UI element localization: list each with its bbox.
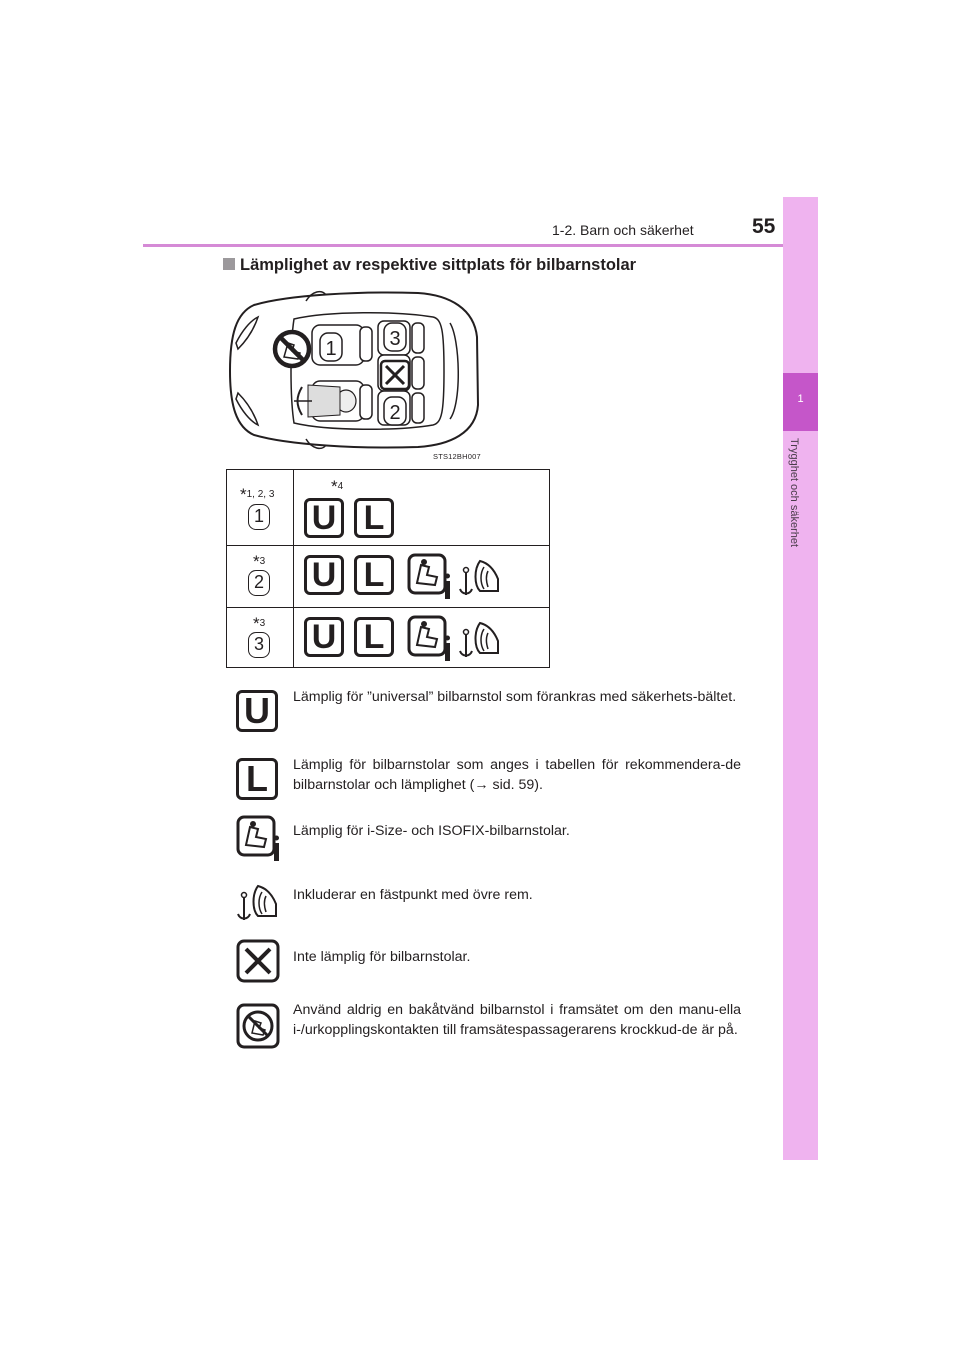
- seat-badge-3: 3: [389, 328, 401, 350]
- legend-text: Använd aldrig en bakåtvänd bilbarnstol i framsätet om den manu-ella i-/urkopplingskontakten till framsätespassagerarens krockkud-de är på.: [293, 1002, 741, 1038]
- seat-number: 2: [248, 570, 270, 596]
- chapter-label: Trygghet och säkerhet: [788, 438, 800, 548]
- legend-tether: [236, 886, 756, 936]
- seat-cell: [227, 470, 293, 545]
- seat-badge-1: 1: [325, 338, 337, 360]
- page-number: 55: [752, 215, 776, 238]
- chapter-number: 1: [783, 373, 818, 431]
- l-listed-icon: L: [354, 555, 394, 595]
- l-listed-icon: L: [354, 498, 394, 538]
- legend-prohibited: [236, 1001, 756, 1071]
- top-tether-anchor-icon: [458, 617, 506, 661]
- l-listed-icon: L: [236, 758, 278, 800]
- suitability-footnote: *4: [331, 477, 344, 496]
- legend-text: Inkluderar en fästpunkt med övre rem.: [293, 887, 533, 903]
- seat-footnote: *3: [253, 614, 266, 633]
- isofix-seat-icon: [407, 615, 453, 663]
- l-listed-icon: L: [354, 617, 394, 657]
- u-universal-icon: U: [304, 498, 344, 538]
- heading-square-icon: [223, 258, 235, 270]
- u-universal-icon: U: [304, 617, 344, 657]
- u-universal-icon: U: [304, 555, 344, 595]
- top-tether-anchor-icon: [236, 880, 284, 924]
- seat-footnote: *3: [253, 552, 266, 571]
- legend-text: Lämplig för ”universal” bilbarnstol som förankras med säkerhets-bältet.: [293, 689, 737, 705]
- seat-number: 1: [248, 504, 270, 530]
- table-row-seat-2: [227, 546, 549, 608]
- u-universal-icon: U: [236, 690, 278, 732]
- no-rear-facing-seat-icon: [236, 1003, 280, 1049]
- section-heading: Lämplighet av respektive sittplats för bilbarnstolar: [223, 256, 636, 275]
- header-rule: [143, 244, 818, 247]
- table-row-seat-1: [227, 470, 549, 546]
- isofix-seat-icon: [407, 553, 453, 601]
- seat-suitability-table: [226, 469, 550, 668]
- legend-text: Lämplig för bilbarnstolar som anges i tabellen för rekommendera-de bilbarnstolar och lämplighet (→ sid. 59).: [293, 757, 741, 793]
- legend-universal: [236, 688, 756, 740]
- seat-footnote: *1, 2, 3: [240, 485, 275, 504]
- seat-badge-2: 2: [389, 402, 401, 424]
- legend-isofix: [236, 822, 756, 872]
- car-top-view-figure: [228, 287, 486, 452]
- chapter-tab: [783, 197, 818, 1160]
- legend-listed: [236, 756, 756, 808]
- legend-text: Inte lämplig för bilbarnstolar.: [293, 949, 471, 965]
- seat-cell: [227, 608, 293, 669]
- top-tether-anchor-icon: [458, 555, 506, 599]
- figure-code: STS12BH007: [433, 452, 481, 461]
- section-title: 1-2. Barn och säkerhet: [552, 222, 694, 238]
- seat-number: 3: [248, 632, 270, 658]
- isofix-seat-icon: [236, 815, 282, 863]
- table-row-seat-3: [227, 608, 549, 669]
- seat-cell: [227, 546, 293, 607]
- legend-text: Lämplig för i-Size- och ISOFIX-bilbarnstolar.: [293, 823, 570, 839]
- legend-not-suitable: [236, 948, 756, 998]
- x-not-suitable-icon: [236, 939, 280, 983]
